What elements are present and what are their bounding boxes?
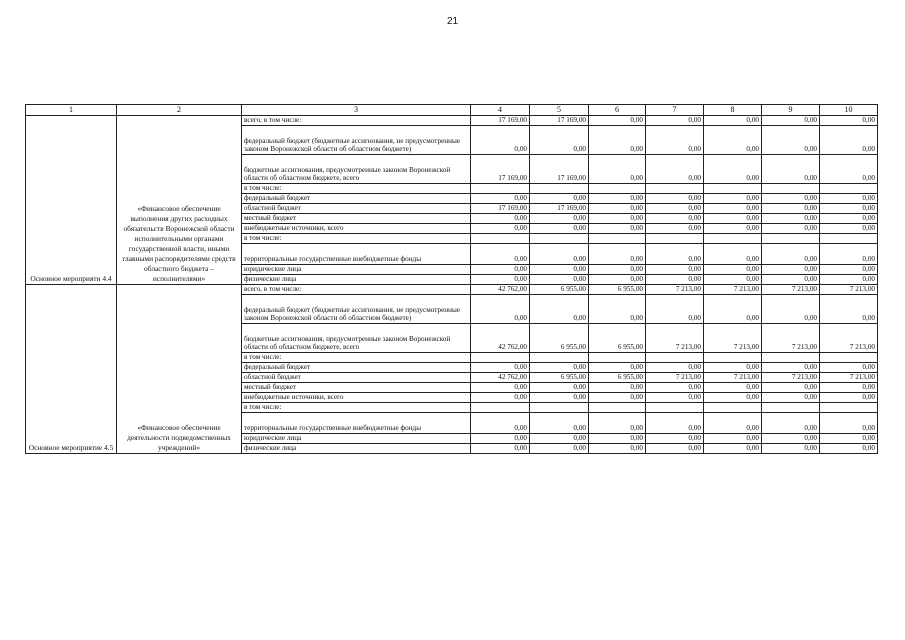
amount-cell: 0,00 — [530, 214, 589, 224]
amount-cell: 0,00 — [589, 295, 646, 324]
amount-cell: 0,00 — [704, 126, 762, 155]
column-number-row — [26, 105, 878, 116]
amount-cell: 0,00 — [530, 224, 589, 234]
amount-cell: 0,00 — [820, 194, 878, 204]
amount-cell — [646, 234, 704, 244]
amount-cell: 0,00 — [530, 295, 589, 324]
amount-cell: 0,00 — [646, 444, 704, 454]
funding-source-label: физические лица — [242, 275, 471, 285]
amount-cell: 0,00 — [646, 214, 704, 224]
amount-cell — [762, 403, 820, 413]
amount-cell: 0,00 — [530, 413, 589, 434]
column-number: 10 — [820, 105, 878, 116]
amount-cell: 0,00 — [762, 393, 820, 403]
amount-cell: 0,00 — [530, 194, 589, 204]
amount-cell: 0,00 — [704, 434, 762, 444]
amount-cell — [471, 184, 530, 194]
amount-cell: 0,00 — [820, 413, 878, 434]
amount-cell: 6 955,00 — [530, 373, 589, 383]
column-number: 4 — [471, 105, 530, 116]
amount-cell — [820, 234, 878, 244]
amount-cell: 0,00 — [762, 363, 820, 373]
amount-cell — [530, 403, 589, 413]
amount-cell: 7 213,00 — [762, 324, 820, 353]
funding-source-label: внебюджетные источники, всего — [242, 393, 471, 403]
amount-cell — [471, 403, 530, 413]
amount-cell: 17 169,00 — [530, 204, 589, 214]
amount-cell: 0,00 — [646, 116, 704, 126]
column-number: 3 — [242, 105, 471, 116]
amount-cell: 0,00 — [471, 295, 530, 324]
amount-cell: 0,00 — [704, 363, 762, 373]
amount-cell: 0,00 — [530, 244, 589, 265]
amount-cell: 0,00 — [646, 275, 704, 285]
funding-source-label: территориальные государственные внебюджетные фонды — [242, 244, 471, 265]
amount-cell: 0,00 — [530, 275, 589, 285]
funding-source-label: в том числе: — [242, 234, 471, 244]
funding-source-label: территориальные государственные внебюджетные фонды — [242, 413, 471, 434]
amount-cell — [646, 184, 704, 194]
funding-source-label: федеральный бюджет — [242, 363, 471, 373]
amount-cell: 42 762,00 — [471, 285, 530, 295]
funding-source-label: всего, в том числе: — [242, 285, 471, 295]
amount-cell: 6 955,00 — [589, 285, 646, 295]
amount-cell: 0,00 — [762, 434, 820, 444]
amount-cell: 0,00 — [589, 126, 646, 155]
amount-cell — [820, 353, 878, 363]
amount-cell: 7 213,00 — [704, 373, 762, 383]
amount-cell: 0,00 — [704, 194, 762, 204]
amount-cell: 7 213,00 — [646, 324, 704, 353]
amount-cell: 0,00 — [471, 363, 530, 373]
amount-cell: 0,00 — [820, 383, 878, 393]
amount-cell: 0,00 — [762, 275, 820, 285]
amount-cell: 0,00 — [530, 126, 589, 155]
amount-cell: 0,00 — [530, 393, 589, 403]
funding-source-label: местный бюджет — [242, 214, 471, 224]
amount-cell: 0,00 — [589, 363, 646, 373]
amount-cell: 0,00 — [704, 275, 762, 285]
amount-cell: 0,00 — [589, 393, 646, 403]
amount-cell: 0,00 — [762, 383, 820, 393]
amount-cell: 0,00 — [530, 383, 589, 393]
funding-source-label: в том числе: — [242, 353, 471, 363]
amount-cell: 0,00 — [589, 434, 646, 444]
amount-cell: 0,00 — [762, 116, 820, 126]
amount-cell: 0,00 — [704, 224, 762, 234]
table-row — [26, 285, 878, 295]
amount-cell: 0,00 — [589, 444, 646, 454]
amount-cell: 0,00 — [762, 265, 820, 275]
funding-source-label: федеральный бюджет (бюджетные ассигнования, не предусмотренные законом Воронежской области об областном бюджете) — [242, 126, 471, 155]
funding-source-label: физические лица — [242, 444, 471, 454]
amount-cell: 7 213,00 — [704, 324, 762, 353]
amount-cell: 6 955,00 — [530, 285, 589, 295]
amount-cell: 0,00 — [704, 204, 762, 214]
amount-cell: 17 169,00 — [530, 155, 589, 184]
amount-cell: 0,00 — [471, 224, 530, 234]
amount-cell: 7 213,00 — [820, 324, 878, 353]
amount-cell: 0,00 — [762, 194, 820, 204]
amount-cell — [589, 234, 646, 244]
amount-cell: 0,00 — [471, 434, 530, 444]
amount-cell: 0,00 — [530, 265, 589, 275]
amount-cell: 0,00 — [762, 214, 820, 224]
amount-cell: 0,00 — [646, 295, 704, 324]
page-number: 21 — [446, 16, 459, 27]
amount-cell: 0,00 — [820, 116, 878, 126]
amount-cell: 0,00 — [589, 116, 646, 126]
amount-cell: 0,00 — [646, 265, 704, 275]
amount-cell: 0,00 — [646, 393, 704, 403]
amount-cell: 17 169,00 — [471, 155, 530, 184]
amount-cell: 0,00 — [646, 126, 704, 155]
amount-cell — [471, 353, 530, 363]
amount-cell: 0,00 — [762, 204, 820, 214]
amount-cell: 0,00 — [646, 194, 704, 204]
amount-cell: 42 762,00 — [471, 324, 530, 353]
amount-cell: 0,00 — [704, 155, 762, 184]
amount-cell: 0,00 — [762, 244, 820, 265]
column-number: 5 — [530, 105, 589, 116]
amount-cell: 0,00 — [820, 224, 878, 234]
amount-cell: 0,00 — [646, 244, 704, 265]
funding-source-label: в том числе: — [242, 184, 471, 194]
amount-cell: 0,00 — [762, 295, 820, 324]
amount-cell: 0,00 — [646, 363, 704, 373]
amount-cell — [704, 403, 762, 413]
amount-cell: 0,00 — [820, 126, 878, 155]
amount-cell: 0,00 — [820, 275, 878, 285]
amount-cell: 7 213,00 — [646, 285, 704, 295]
amount-cell — [530, 234, 589, 244]
amount-cell: 6 955,00 — [589, 373, 646, 383]
amount-cell: 0,00 — [471, 126, 530, 155]
amount-cell: 0,00 — [704, 295, 762, 324]
amount-cell: 0,00 — [530, 444, 589, 454]
amount-cell: 7 213,00 — [704, 285, 762, 295]
amount-cell: 7 213,00 — [762, 373, 820, 383]
amount-cell — [646, 353, 704, 363]
amount-cell — [820, 403, 878, 413]
column-number: 2 — [117, 105, 242, 116]
amount-cell — [589, 403, 646, 413]
amount-cell: 0,00 — [471, 194, 530, 204]
event-title-cell: «Финансовое обеспечение деятельности подведомственных учреждений» — [117, 285, 242, 454]
amount-cell — [589, 353, 646, 363]
amount-cell: 0,00 — [762, 413, 820, 434]
amount-cell: 0,00 — [646, 434, 704, 444]
amount-cell — [646, 403, 704, 413]
amount-cell: 0,00 — [589, 244, 646, 265]
amount-cell: 0,00 — [704, 444, 762, 454]
amount-cell: 0,00 — [471, 393, 530, 403]
amount-cell: 0,00 — [646, 383, 704, 393]
amount-cell: 0,00 — [820, 363, 878, 373]
amount-cell: 0,00 — [704, 383, 762, 393]
funding-source-label: бюджетные ассигнования, предусмотренные законом Воронежской области об областном бюджете, всего — [242, 155, 471, 184]
funding-source-label: местный бюджет — [242, 383, 471, 393]
amount-cell: 0,00 — [589, 275, 646, 285]
amount-cell: 0,00 — [762, 126, 820, 155]
amount-cell: 0,00 — [820, 265, 878, 275]
amount-cell: 0,00 — [704, 116, 762, 126]
amount-cell: 0,00 — [530, 363, 589, 373]
amount-cell — [471, 234, 530, 244]
amount-cell: 0,00 — [589, 214, 646, 224]
amount-cell — [589, 184, 646, 194]
amount-cell — [530, 184, 589, 194]
amount-cell — [820, 184, 878, 194]
column-number: 1 — [26, 105, 117, 116]
amount-cell: 0,00 — [820, 295, 878, 324]
amount-cell: 0,00 — [646, 224, 704, 234]
amount-cell: 7 213,00 — [646, 373, 704, 383]
amount-cell: 0,00 — [589, 413, 646, 434]
amount-cell: 0,00 — [530, 434, 589, 444]
amount-cell: 0,00 — [589, 383, 646, 393]
funding-source-label: всего, в том числе: — [242, 116, 471, 126]
amount-cell: 0,00 — [704, 214, 762, 224]
amount-cell: 0,00 — [589, 224, 646, 234]
amount-cell: 0,00 — [471, 265, 530, 275]
amount-cell: 0,00 — [704, 393, 762, 403]
amount-cell: 0,00 — [704, 265, 762, 275]
column-number: 7 — [646, 105, 704, 116]
funding-source-label: федеральный бюджет — [242, 194, 471, 204]
amount-cell: 0,00 — [471, 244, 530, 265]
amount-cell: 0,00 — [820, 155, 878, 184]
funding-source-label: областной бюджет — [242, 373, 471, 383]
funding-source-label: в том числе: — [242, 403, 471, 413]
amount-cell — [704, 234, 762, 244]
amount-cell: 0,00 — [471, 444, 530, 454]
amount-cell: 6 955,00 — [530, 324, 589, 353]
amount-cell — [762, 184, 820, 194]
amount-cell: 0,00 — [820, 244, 878, 265]
column-number: 8 — [704, 105, 762, 116]
event-code-cell: Основное мероприяти 4.4 — [26, 116, 117, 285]
amount-cell: 0,00 — [646, 413, 704, 434]
amount-cell: 0,00 — [762, 444, 820, 454]
amount-cell: 0,00 — [471, 413, 530, 434]
amount-cell: 0,00 — [471, 383, 530, 393]
amount-cell: 0,00 — [589, 155, 646, 184]
funding-source-label: федеральный бюджет (бюджетные ассигнования, не предусмотренные законом Воронежской области об областном бюджете) — [242, 295, 471, 324]
amount-cell: 6 955,00 — [589, 324, 646, 353]
amount-cell: 0,00 — [704, 244, 762, 265]
amount-cell: 0,00 — [762, 155, 820, 184]
amount-cell — [530, 353, 589, 363]
amount-cell: 0,00 — [820, 444, 878, 454]
amount-cell: 0,00 — [589, 204, 646, 214]
amount-cell — [704, 184, 762, 194]
amount-cell: 17 169,00 — [471, 116, 530, 126]
amount-cell: 0,00 — [820, 434, 878, 444]
event-title-cell: «Финансовое обеспечение выполнения других расходных обязательств Воронежской области исполнительными органами государственной власти, иными главными распорядителями средств областного бюджета – исполнителями» — [117, 116, 242, 285]
amount-cell: 0,00 — [589, 265, 646, 275]
funding-source-label: областной бюджет — [242, 204, 471, 214]
amount-cell: 0,00 — [471, 275, 530, 285]
funding-source-label: юридические лица — [242, 265, 471, 275]
funding-source-label: бюджетные ассигнования, предусмотренные законом Воронежской области об областном бюджете, всего — [242, 324, 471, 353]
budget-table — [25, 104, 878, 454]
amount-cell: 0,00 — [646, 204, 704, 214]
amount-cell: 17 169,00 — [530, 116, 589, 126]
amount-cell: 42 762,00 — [471, 373, 530, 383]
amount-cell: 0,00 — [589, 194, 646, 204]
amount-cell: 0,00 — [820, 214, 878, 224]
funding-source-label: юридические лица — [242, 434, 471, 444]
amount-cell: 0,00 — [704, 413, 762, 434]
amount-cell: 7 213,00 — [820, 285, 878, 295]
amount-cell: 0,00 — [820, 393, 878, 403]
amount-cell: 0,00 — [646, 155, 704, 184]
amount-cell: 7 213,00 — [762, 285, 820, 295]
event-code-cell: Основное мероприятие 4.5 — [26, 285, 117, 454]
amount-cell — [704, 353, 762, 363]
amount-cell — [762, 353, 820, 363]
funding-source-label: внебюджетные источники, всего — [242, 224, 471, 234]
amount-cell: 0,00 — [762, 224, 820, 234]
amount-cell: 17 169,00 — [471, 204, 530, 214]
table-row — [26, 116, 878, 126]
column-number: 9 — [762, 105, 820, 116]
amount-cell: 7 213,00 — [820, 373, 878, 383]
amount-cell: 0,00 — [820, 204, 878, 214]
amount-cell — [762, 234, 820, 244]
amount-cell: 0,00 — [471, 214, 530, 224]
column-number: 6 — [589, 105, 646, 116]
